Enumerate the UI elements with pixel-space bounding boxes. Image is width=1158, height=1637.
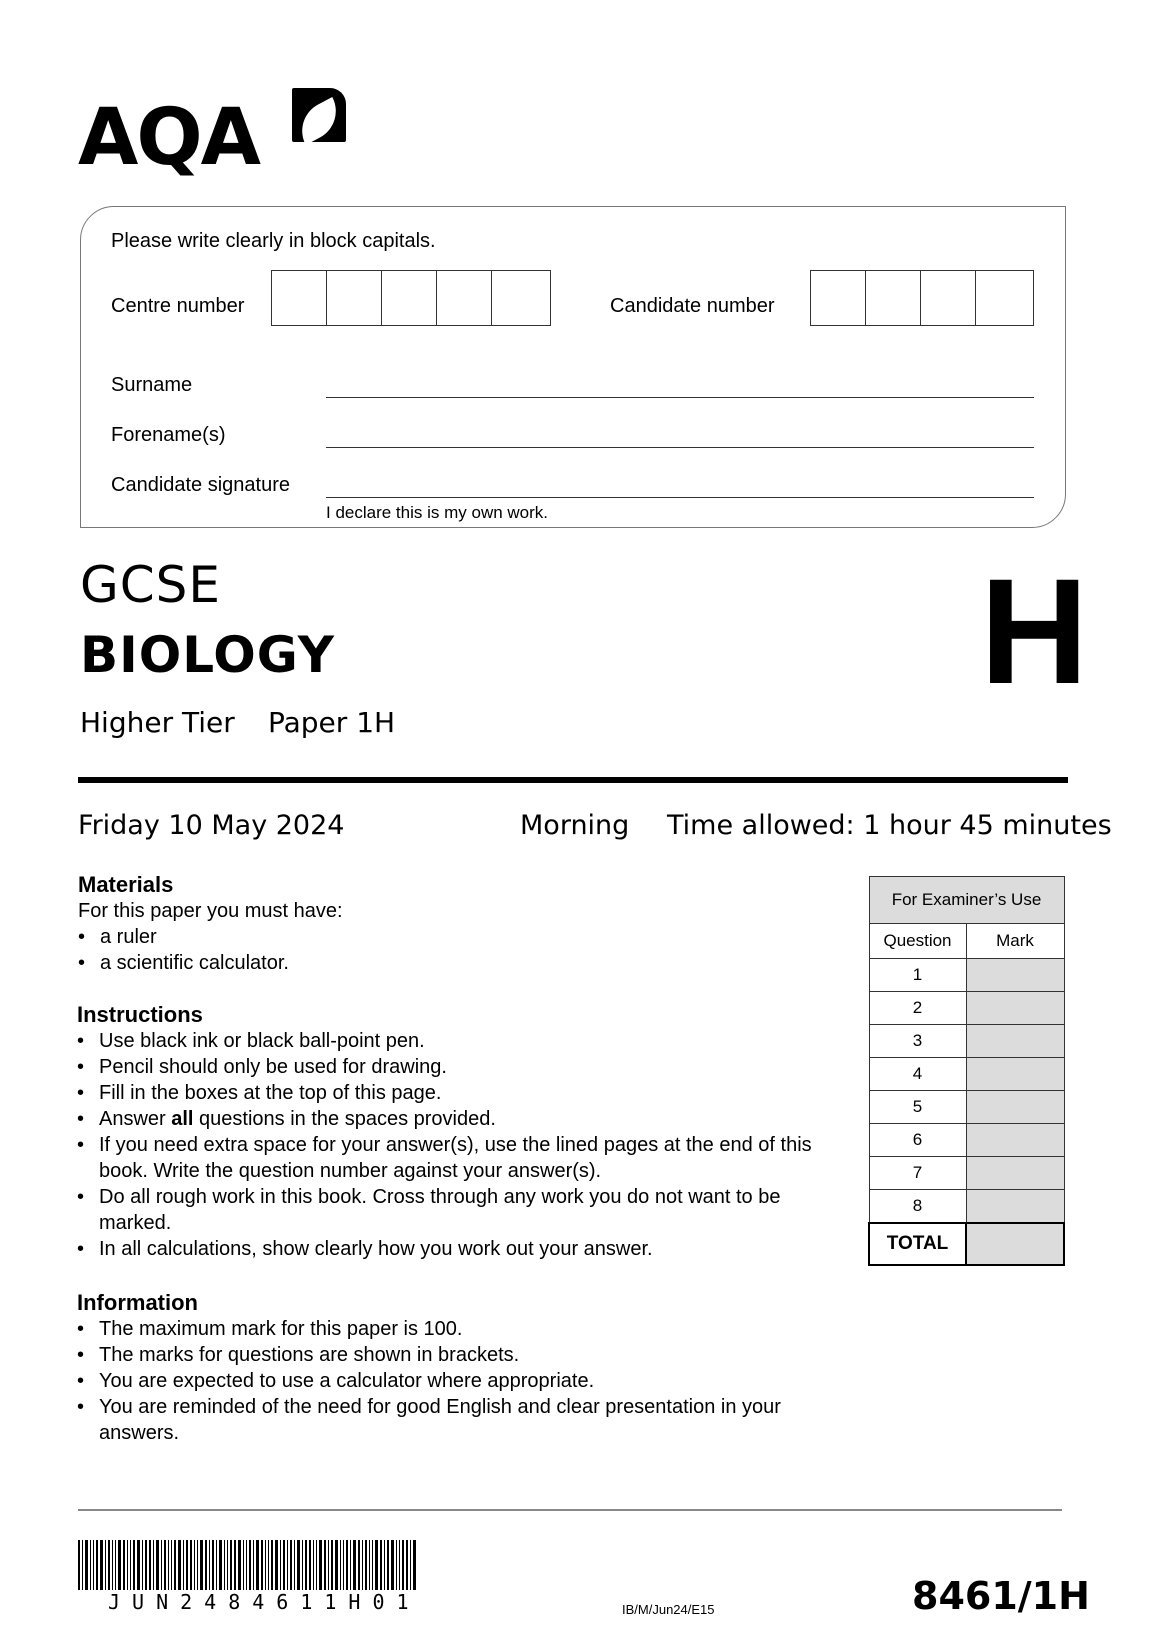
qualification-title: GCSE xyxy=(80,556,221,614)
answer-all-text: Answer all questions in the spaces provided. xyxy=(99,1108,496,1130)
candidate-number-digit-box[interactable] xyxy=(976,271,1031,325)
table-row xyxy=(869,1190,1064,1224)
mark-cell xyxy=(966,959,1064,992)
list-item: • The maximum mark for this paper is 100. xyxy=(77,1316,797,1342)
list-item: • Do all rough work in this book. Cross through any work you do not want to be marked. xyxy=(77,1184,847,1236)
exam-session: Morning xyxy=(520,810,630,841)
barcode-bar xyxy=(346,1540,348,1590)
table-row xyxy=(869,1025,1064,1058)
barcode-bar xyxy=(280,1540,281,1590)
tier-label: Higher Tier xyxy=(80,706,235,739)
barcode-bar xyxy=(283,1540,285,1590)
list-item: • Fill in the boxes at the top of this page. xyxy=(77,1080,847,1106)
barcode-bar xyxy=(238,1540,241,1590)
list-item: • Pencil should only be used for drawing. xyxy=(77,1054,847,1080)
barcode-bar xyxy=(406,1540,408,1590)
materials-list xyxy=(78,924,838,976)
footer-divider xyxy=(78,1509,1062,1511)
barcode-bar xyxy=(396,1540,397,1590)
barcode-bar xyxy=(246,1540,247,1590)
list-item: • You are expected to use a calculator where appropriate. xyxy=(77,1368,797,1394)
barcode-bar xyxy=(212,1540,214,1590)
list-item: • The marks for questions are shown in brackets. xyxy=(77,1342,797,1368)
materials-heading: Materials xyxy=(78,872,174,897)
table-row xyxy=(869,992,1064,1025)
barcode-bar xyxy=(85,1540,88,1590)
list-item: • If you need extra space for your answer(s), use the lined pages at the end of this book. Write the question number against your answer(s). xyxy=(77,1132,847,1184)
forenames-field[interactable] xyxy=(326,447,1034,448)
barcode-bar xyxy=(183,1540,184,1590)
logo-text: AQA xyxy=(78,93,260,183)
barcode-bar xyxy=(219,1540,222,1590)
barcode-bar xyxy=(391,1540,394,1590)
barcode-bar xyxy=(365,1540,367,1590)
mark-cell xyxy=(966,1190,1064,1224)
barcode-bar xyxy=(200,1540,203,1590)
barcode-bar xyxy=(142,1540,143,1590)
barcode-bar xyxy=(319,1540,322,1590)
examiners-use-title: For Examiner’s Use xyxy=(869,877,1064,924)
question-number: 1 xyxy=(869,959,966,992)
barcode-bar xyxy=(328,1540,329,1590)
question-number: 8 xyxy=(869,1190,966,1224)
barcode-bar xyxy=(108,1540,110,1590)
candidate-number-digit-box[interactable] xyxy=(811,271,866,325)
tier-letter: H xyxy=(980,547,1089,715)
exam-date: Friday 10 May 2024 xyxy=(78,810,345,841)
total-mark-cell xyxy=(966,1223,1064,1265)
centre-number-label: Centre number xyxy=(111,295,245,317)
barcode-bar xyxy=(353,1540,356,1590)
instructions-list xyxy=(77,1028,847,1262)
barcode-bar xyxy=(287,1540,288,1590)
question-number: 2 xyxy=(869,992,966,1025)
question-number: 4 xyxy=(869,1058,966,1091)
candidate-number-label: Candidate number xyxy=(610,295,775,317)
list-item: • a scientific calculator. xyxy=(78,950,838,976)
barcode-bar xyxy=(275,1540,278,1590)
total-label: TOTAL xyxy=(869,1223,966,1265)
surname-label: Surname xyxy=(111,374,193,396)
barcode-bar xyxy=(190,1540,192,1590)
mark-cell xyxy=(966,1157,1064,1190)
centre-number-digit-box[interactable] xyxy=(492,271,547,325)
forenames-label: Forename(s) xyxy=(111,424,226,446)
barcode-bar xyxy=(161,1540,162,1590)
barcode-bar xyxy=(90,1540,91,1590)
barcode-bar xyxy=(309,1540,311,1590)
barcode-bar xyxy=(186,1540,188,1590)
list-item: • Use black ink or black ball-point pen. xyxy=(77,1028,847,1054)
subject-title: BIOLOGY xyxy=(80,626,335,684)
barcode-bar xyxy=(331,1540,333,1590)
barcode-bar xyxy=(335,1540,338,1590)
barcode-bar xyxy=(93,1540,94,1590)
barcode-bar xyxy=(316,1540,317,1590)
barcode-bar xyxy=(145,1540,147,1590)
question-number: 5 xyxy=(869,1091,966,1124)
question-column-header: Question xyxy=(869,924,966,959)
centre-number-digit-box[interactable] xyxy=(437,271,492,325)
barcode-bar xyxy=(375,1540,378,1590)
barcode-bar xyxy=(324,1540,326,1590)
barcode-bar xyxy=(369,1540,370,1590)
candidate-number-digit-box[interactable] xyxy=(866,271,921,325)
barcode-bar xyxy=(402,1540,404,1590)
mark-cell xyxy=(966,1058,1064,1091)
barcode-bar xyxy=(216,1540,217,1590)
barcode-bar xyxy=(313,1540,314,1590)
barcode-bar xyxy=(305,1540,307,1590)
centre-number-field[interactable] xyxy=(271,270,551,326)
barcode-bar xyxy=(399,1540,400,1590)
barcode-bar xyxy=(358,1540,360,1590)
barcode-bar xyxy=(372,1540,373,1590)
barcode-bar xyxy=(178,1540,181,1590)
barcode-bar xyxy=(271,1540,273,1590)
mark-column-header: Mark xyxy=(966,924,1064,959)
table-row xyxy=(869,959,1064,992)
barcode-bar xyxy=(78,1540,80,1590)
barcode-bar xyxy=(261,1540,263,1590)
table-row xyxy=(869,1157,1064,1190)
barcode-bar xyxy=(413,1540,416,1590)
barcode-bar xyxy=(265,1540,266,1590)
question-number: 7 xyxy=(869,1157,966,1190)
total-row xyxy=(869,1223,1064,1265)
list-item: • You are reminded of the need for good English and clear presentation in your answers. xyxy=(77,1394,797,1446)
barcode-bar xyxy=(234,1540,236,1590)
barcode-bar xyxy=(82,1540,83,1590)
barcode-bar xyxy=(297,1540,300,1590)
barcode-bar xyxy=(105,1540,106,1590)
list-item xyxy=(77,1106,847,1132)
time-allowed: Time allowed: 1 hour 45 minutes xyxy=(667,810,1112,841)
block-capitals-instruction: Please write clearly in block capitals. xyxy=(111,230,436,252)
instructions-heading: Instructions xyxy=(77,1002,203,1027)
table-row xyxy=(869,1124,1064,1157)
aqa-leaf-icon xyxy=(292,88,346,142)
barcode-bar xyxy=(362,1540,363,1590)
barcode-bar xyxy=(340,1540,341,1590)
barcode-bar xyxy=(384,1540,385,1590)
information-heading: Information xyxy=(77,1290,198,1315)
barcode-bar xyxy=(249,1540,251,1590)
barcode-bar xyxy=(194,1540,195,1590)
barcode-bar xyxy=(130,1540,131,1590)
barcode-bar xyxy=(123,1540,125,1590)
mark-cell xyxy=(966,1025,1064,1058)
centre-number-digit-box[interactable] xyxy=(272,271,327,325)
barcode-bar xyxy=(387,1540,389,1590)
examiners-use-table xyxy=(868,876,1065,1266)
materials-intro: For this paper you must have: xyxy=(78,900,343,922)
instructions-section xyxy=(77,1002,847,1262)
barcode-bar xyxy=(227,1540,228,1590)
aqa-logo xyxy=(78,88,338,183)
mark-cell xyxy=(966,1124,1064,1157)
barcode-bar xyxy=(302,1540,303,1590)
barcode-bar xyxy=(343,1540,344,1590)
materials-section xyxy=(78,872,838,976)
barcode-bar xyxy=(209,1540,210,1590)
list-item: • In all calculations, show clearly how you work out your answer. xyxy=(77,1236,847,1262)
barcode-bar xyxy=(96,1540,98,1590)
mark-cell xyxy=(966,1091,1064,1124)
information-list xyxy=(77,1316,797,1446)
barcode-bar xyxy=(171,1540,172,1590)
signature-field[interactable] xyxy=(326,497,1034,498)
barcode-bar xyxy=(115,1540,116,1590)
declaration-text: I declare this is my own work. xyxy=(326,503,549,522)
question-number: 3 xyxy=(869,1025,966,1058)
candidate-number-field[interactable] xyxy=(810,270,1034,326)
barcode-bar xyxy=(127,1540,128,1590)
surname-field[interactable] xyxy=(326,397,1034,398)
barcode-bar xyxy=(268,1540,269,1590)
mark-cell xyxy=(966,992,1064,1025)
barcode-bar xyxy=(205,1540,207,1590)
title-divider xyxy=(78,777,1068,783)
barcode-bar xyxy=(256,1540,259,1590)
barcode-bar xyxy=(380,1540,382,1590)
barcode-bar xyxy=(168,1540,169,1590)
barcode-bar xyxy=(410,1540,411,1590)
paper-label: Paper 1H xyxy=(268,706,396,739)
table-row xyxy=(869,1091,1064,1124)
signature-label: Candidate signature xyxy=(111,474,291,496)
table-row xyxy=(869,1058,1064,1091)
barcode-bar xyxy=(290,1540,292,1590)
barcode-bar xyxy=(230,1540,232,1590)
barcode-bar xyxy=(174,1540,176,1590)
barcode-bar xyxy=(164,1540,166,1590)
paper-code: 8461/1H xyxy=(912,1574,1090,1618)
barcode-bar xyxy=(350,1540,351,1590)
barcode-bar xyxy=(253,1540,254,1590)
question-number: 6 xyxy=(869,1124,966,1157)
centre-number-digit-box[interactable] xyxy=(382,271,437,325)
barcode-bar xyxy=(133,1540,135,1590)
barcode-bar xyxy=(156,1540,159,1590)
barcode-bar xyxy=(100,1540,103,1590)
document-reference: IB/M/Jun24/E15 xyxy=(622,1602,715,1617)
list-item: • a ruler xyxy=(78,924,838,950)
barcode-bar xyxy=(153,1540,154,1590)
barcode-bar xyxy=(197,1540,198,1590)
barcode-bar xyxy=(243,1540,244,1590)
information-section xyxy=(77,1290,797,1446)
barcode-bar xyxy=(118,1540,121,1590)
barcode-text: JUN2484611H01 xyxy=(108,1590,421,1614)
barcode xyxy=(78,1540,474,1590)
barcode-bar xyxy=(137,1540,140,1590)
candidate-number-digit-box[interactable] xyxy=(921,271,976,325)
centre-number-digit-box[interactable] xyxy=(327,271,382,325)
barcode-bar xyxy=(294,1540,295,1590)
barcode-bar xyxy=(149,1540,151,1590)
barcode-bar xyxy=(112,1540,113,1590)
barcode-bar xyxy=(224,1540,225,1590)
